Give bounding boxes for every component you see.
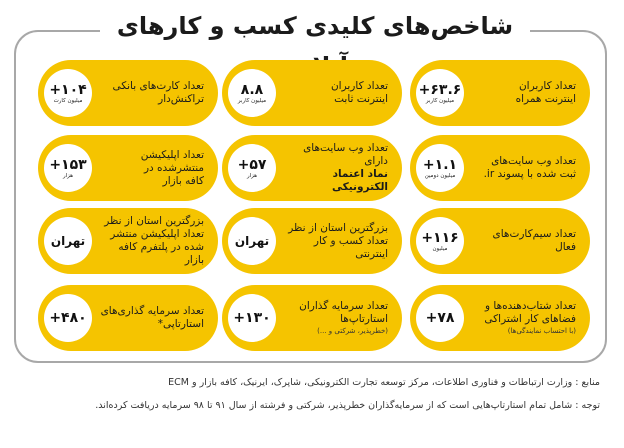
kpi-value-badge <box>44 217 92 265</box>
kpi-unit: میلیون کاربر <box>425 97 455 104</box>
kpi-label-note: (با احتساب نمایندگی‌ها) <box>507 327 576 335</box>
kpi-value-badge <box>416 144 464 192</box>
kpi-unit: هزار <box>62 172 74 179</box>
kpi-label <box>472 208 576 274</box>
kpi-label <box>472 60 576 126</box>
kpi-card <box>222 60 402 126</box>
kpi-label-line: کافه بازار <box>162 174 204 187</box>
kpi-value-badge <box>228 69 276 117</box>
kpi-value: ۴۸۰+ <box>49 310 87 326</box>
sources-line: منابع : وزارت ارتباطات و فناوری اطلاعات، مرکز توسعه تجارت الکترونیکی، شاپرک، ایرنیک، کافه بازار و ECM <box>168 377 600 388</box>
kpi-value: ۸.۸ <box>240 81 264 98</box>
kpi-label-line: اینترنت ثابت <box>334 93 388 105</box>
kpi-label <box>284 285 388 351</box>
kpi-value: تهران <box>234 234 270 248</box>
kpi-value-badge <box>228 144 276 192</box>
kpi-card <box>222 135 402 201</box>
kpi-value-badge <box>416 69 464 117</box>
kpi-value-badge <box>416 217 464 265</box>
kpi-label-line: بزرگترین استان از نظر <box>288 221 388 234</box>
kpi-label-line: تعداد سرمایه گذاری‌های <box>100 305 204 317</box>
kpi-unit: میلیون دومین <box>424 172 456 179</box>
kpi-label <box>100 208 204 274</box>
kpi-label-line: تعداد کاربران <box>518 80 576 92</box>
kpi-value-badge <box>228 217 276 265</box>
kpi-label <box>100 135 204 201</box>
kpi-unit: هزار <box>246 172 258 179</box>
kpi-value-badge <box>416 294 464 342</box>
kpi-unit: میلیون <box>432 245 448 252</box>
page-title: شاخص‌های کلیدی کسب و کارهای <box>100 6 530 46</box>
kpi-card <box>410 285 590 351</box>
kpi-value-badge <box>44 144 92 192</box>
kpi-label-line: شده در پلتفرم کافه بازار <box>118 241 204 266</box>
kpi-label-line: استارتاپ‌ها <box>340 313 388 325</box>
kpi-value: ۱۰۴+ <box>49 81 87 98</box>
kpi-label-line: استارتاپی* <box>157 318 204 330</box>
kpi-label-line: منتشرشده در <box>143 161 204 174</box>
kpi-label-line: بزرگترین استان از نظر <box>104 215 204 227</box>
kpi-label-line: تعداد اپلیکیشن <box>140 148 204 161</box>
kpi-label <box>284 60 388 126</box>
kpi-card <box>410 208 590 274</box>
kpi-label <box>472 285 576 351</box>
kpi-label-line: فضاهای کار اشتراکی <box>484 313 576 325</box>
kpi-label-emphasis: نماد اعتماد الکترونیکی <box>332 168 388 193</box>
kpi-unit: میلیون کاربر <box>237 97 267 104</box>
kpi-value: ۵۷+ <box>237 156 267 173</box>
kpi-value: ۱.۱+ <box>422 156 458 173</box>
kpi-label-line: تعداد شتاب‌دهنده‌ها و <box>484 300 576 312</box>
kpi-label-line: ثبت شده با پسوند ir. <box>483 168 576 180</box>
kpi-label-line: تعداد کارت‌های بانکی <box>112 80 204 92</box>
kpi-label-line: اینترنت همراه <box>515 93 576 105</box>
kpi-value: ۷۸+ <box>425 310 455 326</box>
kpi-value-badge <box>44 69 92 117</box>
kpi-label <box>284 135 388 201</box>
kpi-card <box>38 208 218 274</box>
kpi-label-line: تراکنش‌دار <box>158 93 204 105</box>
kpi-unit: میلیون کارت <box>53 97 83 104</box>
kpi-card <box>222 208 402 274</box>
kpi-card <box>38 60 218 126</box>
kpi-card <box>410 60 590 126</box>
kpi-label-line: تعداد سیم‌کارت‌های فعال <box>492 228 576 253</box>
kpi-value: ۱۱۶+ <box>421 229 459 246</box>
kpi-card <box>38 285 218 351</box>
kpi-label <box>472 135 576 201</box>
kpi-label-line: تعداد سرمایه گذاران <box>299 300 388 312</box>
kpi-label-note: (خطرپذیر، شرکتی و ...) <box>317 327 388 335</box>
kpi-label-line: تعداد اپلیکیشن منتشر <box>110 228 204 240</box>
kpi-value: ۱۳۰+ <box>233 310 271 326</box>
kpi-label-line: تعداد کاربران <box>330 80 388 92</box>
kpi-label-line: تعداد وب سایت‌های <box>491 155 576 167</box>
kpi-value: ۶۳.۶+ <box>418 81 462 98</box>
kpi-card <box>38 135 218 201</box>
kpi-value: ۱۵۳+ <box>49 156 87 173</box>
kpi-card <box>410 135 590 201</box>
kpi-label-line: تعداد وب سایت‌های دارای <box>303 142 388 167</box>
kpi-card <box>222 285 402 351</box>
kpi-label-line: تعداد کسب و کار اینترنتی <box>313 234 388 260</box>
kpi-label <box>100 285 204 351</box>
kpi-label <box>100 60 204 126</box>
kpi-label <box>284 208 388 274</box>
note-line: توجه : شامل تمام استارتاپ‌هایی است که از سرمایه‌گذاران خطرپذیر، شرکتی و فرشته از سال ۹۱ تا ۹۸ سرمایه دریافت کرده‌اند. <box>95 400 600 411</box>
kpi-value-badge <box>228 294 276 342</box>
kpi-value: تهران <box>50 234 86 248</box>
kpi-value-badge <box>44 294 92 342</box>
